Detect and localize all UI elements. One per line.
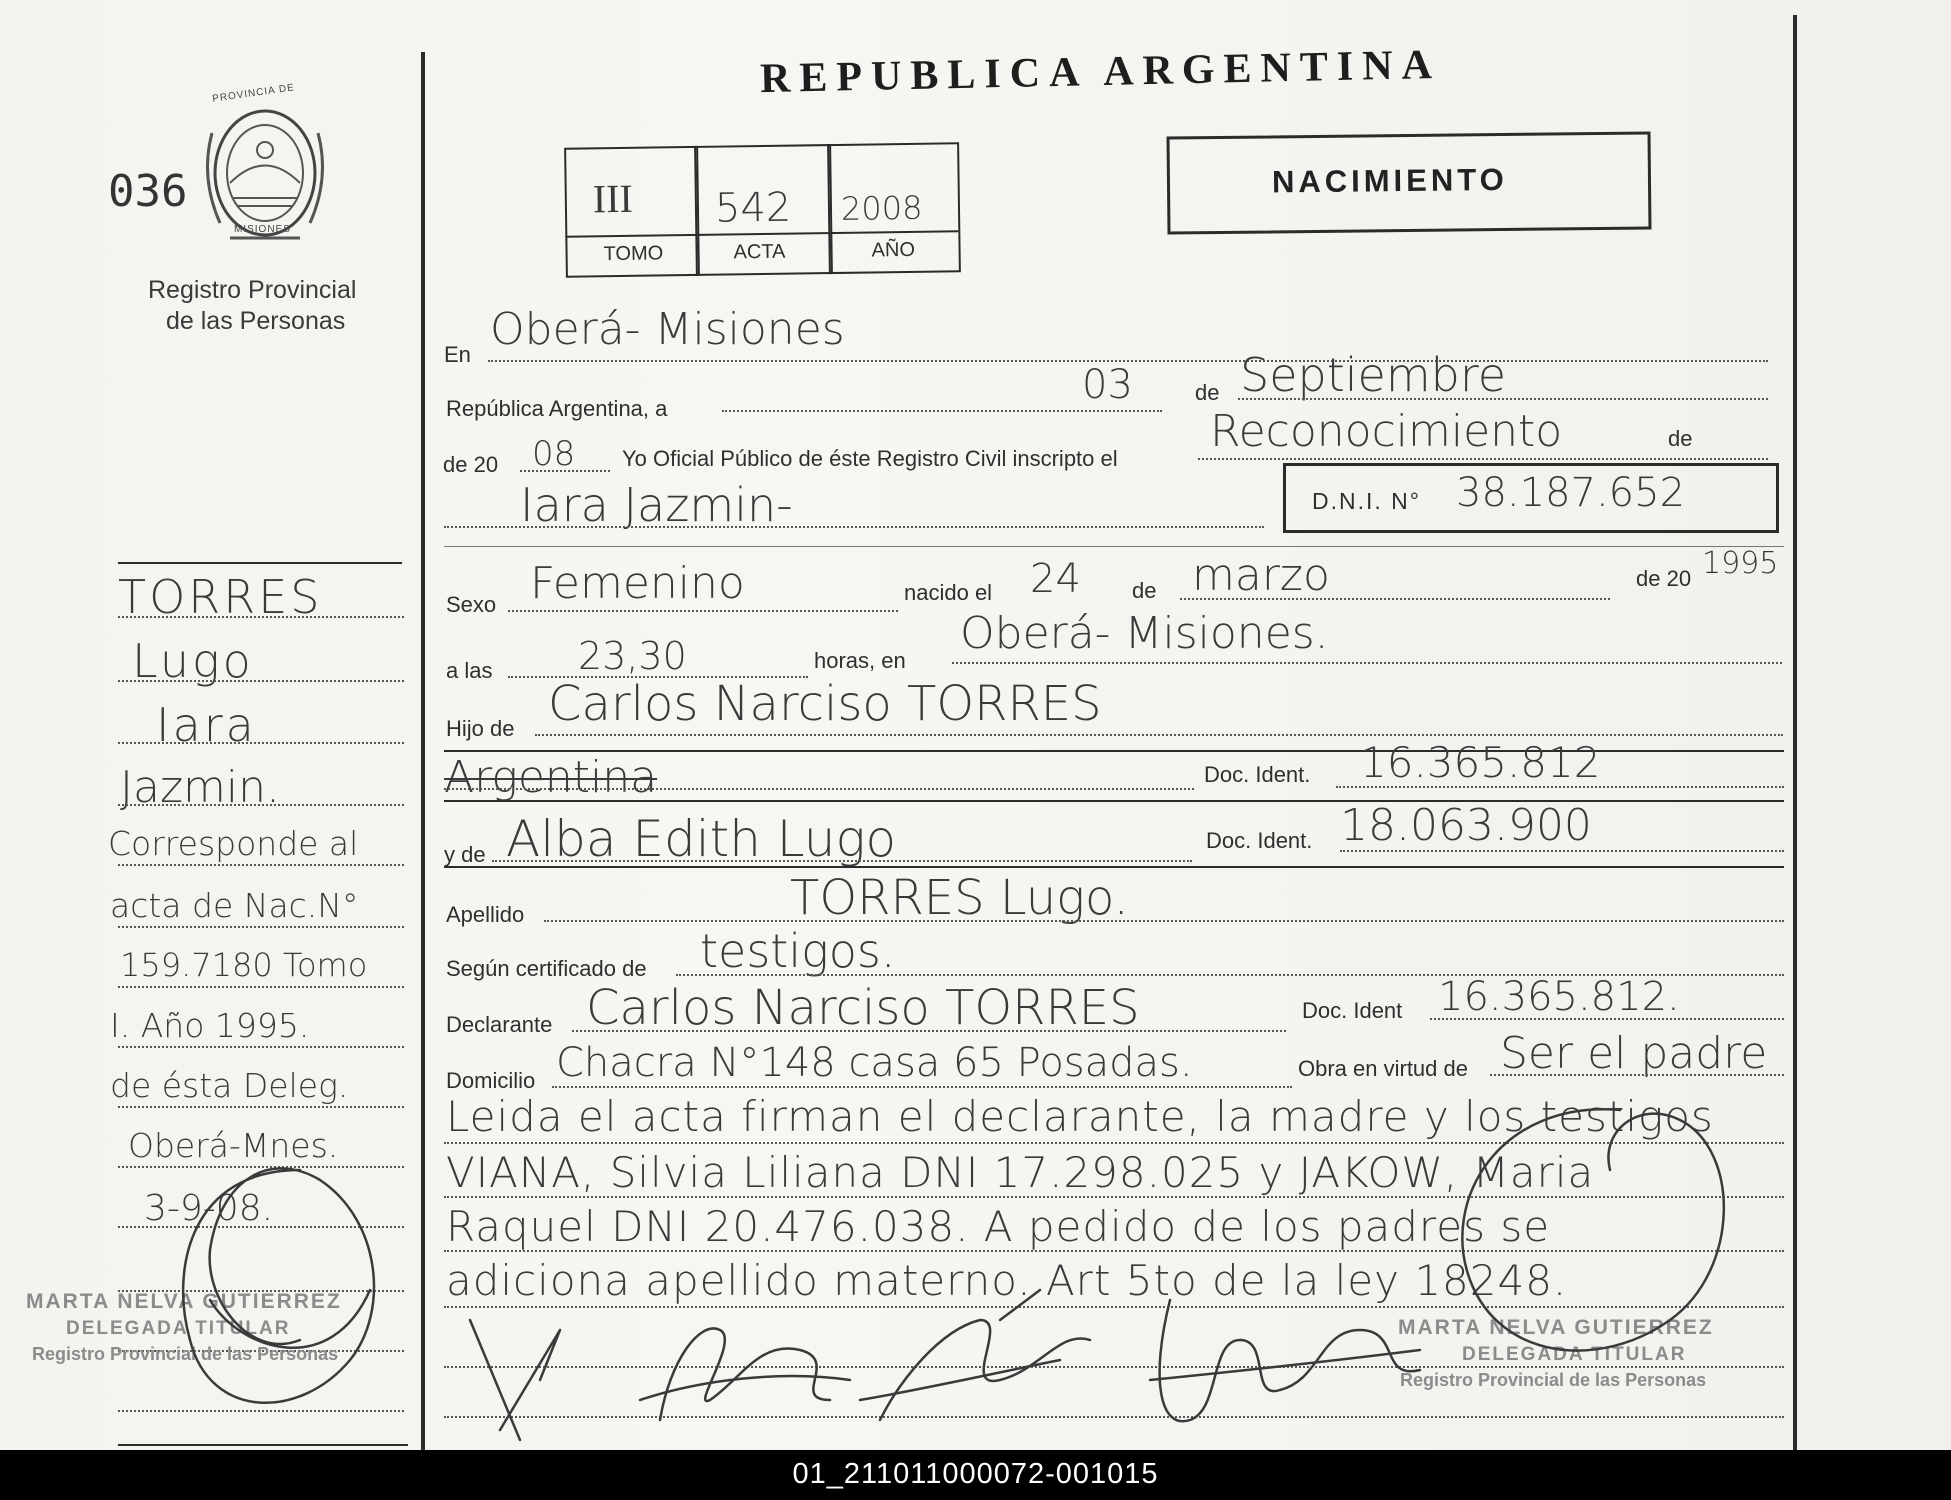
mother-doc: 18.063.900	[1340, 800, 1592, 851]
anio-value: 2008	[840, 188, 923, 228]
father-name: Carlos Narciso TORRES	[548, 676, 1102, 732]
de20-label: de 20	[443, 452, 499, 477]
declarante-label: Declarante	[446, 1012, 553, 1037]
margin-note-line-10: Oberá-Mnes.	[128, 1126, 339, 1165]
day-value: 03	[1082, 362, 1133, 408]
acta-value: 542	[714, 184, 792, 232]
obra-label: Obra en virtud de	[1298, 1056, 1468, 1081]
doc-ident-label-3: Doc. Ident	[1302, 998, 1403, 1023]
tomo-value: III	[592, 175, 634, 222]
document-type-label: NACIMIENTO	[1271, 161, 1508, 200]
sexo-value: Femenino	[530, 558, 745, 609]
declarante-doc: 16.365.812.	[1438, 974, 1680, 1020]
segun-value: testigos.	[700, 924, 896, 978]
apellido-value: TORRES Lugo.	[790, 870, 1129, 926]
margin-note-line-1: TORRES	[118, 570, 323, 624]
act-value: Reconocimiento	[1210, 406, 1563, 457]
domicilio-value: Chacra N°148 casa 65 Posadas.	[556, 1040, 1193, 1086]
margin-note-line-8: I. Año 1995.	[110, 1006, 310, 1045]
dni-label: D.N.I. N°	[1312, 488, 1421, 514]
note-line-4: adiciona apellido materno. Art 5to de la ley 18248.	[446, 1256, 1568, 1305]
birth-day: 24	[1030, 556, 1081, 602]
right-stamp-office: Registro Provincial de las Personas	[1400, 1370, 1707, 1390]
doc-ident-label-2: Doc. Ident.	[1206, 828, 1313, 853]
margin-note-line-3: Iara	[156, 698, 257, 752]
yde-label: y de	[444, 842, 486, 867]
second-signature	[880, 1320, 1090, 1420]
anio-label: AÑO	[871, 238, 916, 262]
page-title: REPUBLICA ARGENTINA	[759, 41, 1442, 103]
right-stamp-role: DELEGADA TITULAR	[1462, 1344, 1687, 1365]
image-id-footer	[0, 1450, 1951, 1500]
birth-month: marzo	[1192, 550, 1330, 601]
image-id-text: 01_211011000072-001015	[792, 1458, 1159, 1490]
acta-label: ACTA	[733, 240, 786, 264]
margin-note-line-6: acta de Nac.N°	[110, 886, 359, 925]
father-doc: 16.365.812	[1360, 738, 1601, 787]
alas-label: a las	[446, 658, 493, 683]
obra-value: Ser el padre	[1500, 1028, 1768, 1079]
republica-label: República Argentina, a	[446, 396, 668, 421]
note-line-1: Leida el acta firman el declarante, la madre y los testigos	[446, 1092, 1714, 1141]
registry-name-line2: de las Personas	[166, 307, 346, 335]
father-nationality: Argentina	[444, 752, 658, 803]
first-signature	[470, 1320, 560, 1440]
en-label: En	[444, 342, 471, 367]
doc-ident-label: Doc. Ident.	[1204, 762, 1311, 787]
birth-year: 1995	[1702, 546, 1779, 581]
de-label-3: de	[1132, 578, 1157, 603]
dni-value: 38.187.652	[1456, 470, 1686, 516]
horas-label: horas, en	[814, 648, 906, 673]
nacido-label: nacido el	[904, 580, 993, 605]
month-value: Septiembre	[1240, 348, 1507, 402]
margin-note-line-5: Corresponde al	[108, 824, 359, 863]
time-value: 23,30	[578, 634, 687, 678]
sexo-label: Sexo	[446, 592, 497, 617]
margin-signature	[183, 1168, 374, 1402]
de20-label-2: de 20	[1636, 566, 1692, 591]
year-value: 08	[532, 434, 576, 474]
left-stamp-role: DELEGADA TITULAR	[66, 1318, 291, 1339]
en-value: Oberá- Misiones	[490, 304, 845, 355]
registry-name-line1: Registro Provincial	[148, 276, 357, 304]
third-signature	[1160, 1300, 1420, 1421]
apellido-label: Apellido	[446, 902, 525, 927]
seal-bottom-text: MISIONES	[234, 224, 291, 235]
margin-note-line-11: 3-9-08.	[144, 1188, 274, 1229]
note-line-3: Raquel DNI 20.476.038. A pedido de los padres se	[446, 1202, 1551, 1251]
left-stamp-office: Registro Provincial de las Personas	[32, 1344, 339, 1364]
tomo-label: TOMO	[603, 242, 664, 266]
domicilio-label: Domicilio	[446, 1068, 536, 1093]
margin-note-line-4: Jazmin.	[120, 762, 280, 813]
right-stamp-name: MARTA NELVA GUTIERREZ	[1398, 1316, 1714, 1339]
margin-note-line-9: de ésta Deleg.	[110, 1066, 349, 1105]
witness-signature-loop	[1462, 1109, 1723, 1350]
de-label-2: de	[1668, 426, 1693, 451]
mother-name: Alba Edith Lugo	[506, 810, 897, 868]
seal-top-text: PROVINCIA DE	[211, 82, 296, 105]
declarante-value: Carlos Narciso TORRES	[586, 980, 1140, 1036]
page-number: 036	[108, 166, 188, 217]
note-line-2: VIANA, Silvia Liliana DNI 17.298.025 y JAKOW, Maria	[446, 1148, 1595, 1197]
margin-note-line-7: 159.7180 Tomo	[120, 946, 368, 984]
de-label: de	[1195, 380, 1220, 405]
margin-note-line-2: Lugo	[132, 634, 254, 688]
hijo-label: Hijo de	[446, 716, 515, 741]
left-stamp-name: MARTA NELVA GUTIERREZ	[26, 1290, 342, 1313]
birth-place: Oberá- Misiones.	[960, 608, 1329, 659]
official-label: Yo Oficial Público de éste Registro Civil inscripto el	[622, 446, 1118, 471]
segun-label: Según certificado de	[446, 956, 647, 981]
registrant-name: Iara Jazmin-	[520, 478, 793, 532]
